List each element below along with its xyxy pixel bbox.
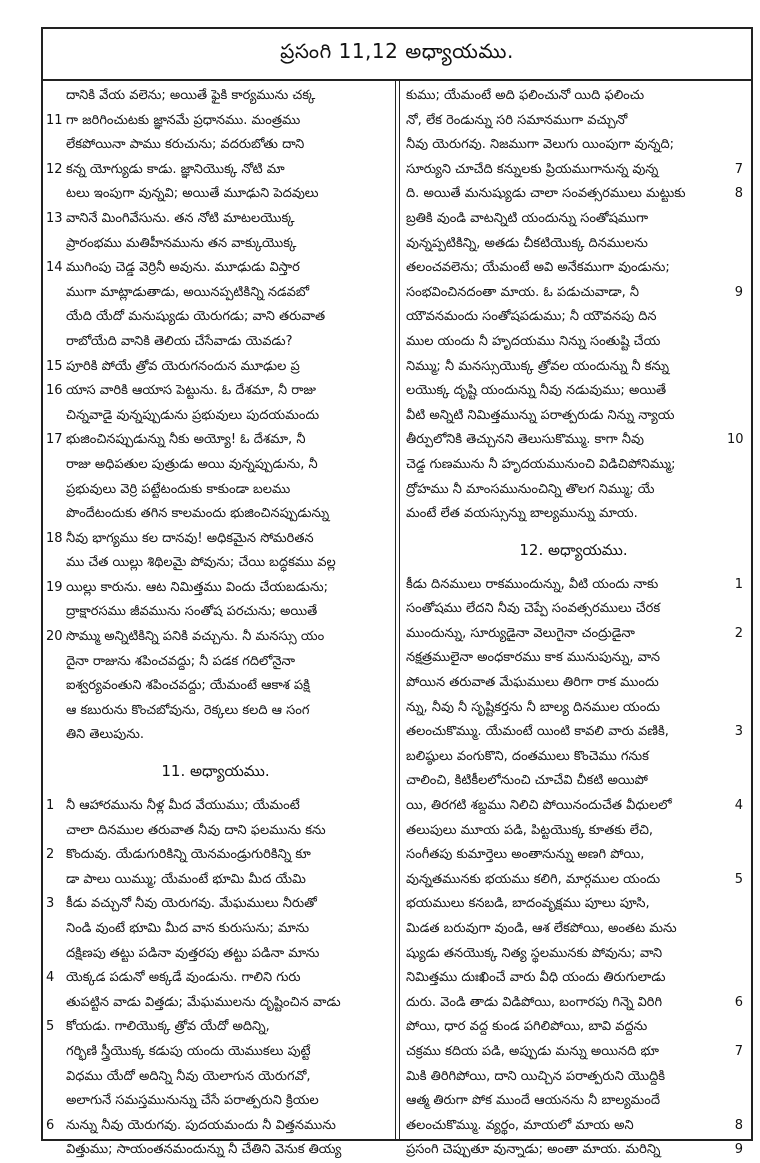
text-line — [46, 256, 385, 281]
line-text: ముగా మాట్లాడుతాడు, అయినప్పటికిన్ని నడవబో — [66, 284, 310, 300]
verse-number: 4 — [46, 970, 55, 986]
text-line — [404, 1015, 743, 1040]
text-line — [46, 600, 385, 625]
verse-number: 4 — [734, 798, 743, 814]
text-line — [46, 158, 385, 183]
verse-number: 7 — [734, 1043, 743, 1059]
verse-number: 14 — [46, 260, 63, 276]
verse-number: 1 — [734, 576, 743, 592]
text-line — [46, 305, 385, 330]
text-line — [46, 576, 385, 601]
text-line — [404, 232, 743, 257]
line-text: ప్రారంభము మతిహీనమును తన వాక్కుయొక్క — [66, 235, 297, 251]
text-line — [404, 207, 743, 232]
line-text: లయొక్క దృష్టి యందున్ను నీవు నడువుము; అయితే — [406, 383, 667, 399]
text-line — [404, 622, 743, 647]
line-text: చాలా దినముల తరువాత నీవు దాని ఫలమును కను — [66, 822, 326, 838]
text-line — [46, 527, 385, 552]
text-line — [46, 379, 385, 404]
text-line — [46, 1114, 385, 1139]
text-line — [404, 868, 743, 893]
line-text: సంగీతపు కుమార్తెలు అంతానున్ను అణగి పోయి, — [406, 847, 645, 863]
text-line — [46, 942, 385, 967]
text-line — [46, 84, 385, 109]
verse-number: 17 — [46, 432, 63, 448]
line-text: చాలించి, కిటికీలలోనుంచి చూచేవి చీకటి అయిపో — [406, 773, 648, 789]
line-text: కొందువు. యేడుగురికిన్ని యెనమండ్రుగురికిన్ని కూ — [66, 847, 311, 863]
line-text: వీటి అన్నిటి నిమిత్తమున్ను పరాత్పరుడు నిన్ను న్యాయ — [406, 407, 675, 423]
line-text: ప్రసంగి చెప్పుతూ వున్నాడు; అంతా మాయ. మరిన్ని — [406, 1142, 661, 1158]
line-text: నీవు భాగ్యము కల దానవు! అధికమైన సోమరితన — [66, 530, 314, 546]
line-text: నిమ్ము; నీ మనస్సుయొక్క త్రోవల యందున్ను నీ కన్ను — [406, 358, 670, 374]
line-text: నో, లేక రెండున్ను సరి సమానముగా వచ్చునో — [406, 112, 628, 128]
line-text: నిండి వుంటే భూమి మీద వాన కురుసును; మాను — [66, 921, 310, 936]
line-text: తలంచవలెను; యేమంటే అవి అనేకముగా వుండును; — [406, 260, 670, 276]
verse-number: 6 — [734, 994, 743, 1010]
verse-number: 8 — [734, 1117, 743, 1133]
line-text: గా జరిగించుటకు జ్ఞానమే ప్రధానము. మంత్రము — [66, 112, 301, 128]
text-line — [404, 109, 743, 134]
line-text: ఆ కబురును కొంచబోవును, రెక్కలు కలది ఆ సంగ — [66, 702, 310, 718]
line-text: టలు ఇంపుగా వున్నవి; అయితే మూఢుని పెదవులు — [66, 186, 319, 202]
line-text: వానినే మింగివేసును. తన నోటి మాటలయొక్క — [66, 210, 295, 226]
text-line — [46, 478, 385, 503]
text-line — [404, 158, 743, 183]
line-text: చెడ్డ గుణమును నీ హృదయమునుంచి విడిచిపోనిమ్ము; — [406, 456, 676, 472]
text-line — [46, 699, 385, 724]
text-line — [46, 133, 385, 158]
line-text: పూరికి పోయే త్రోవ యెరుగనందున మూఢుల ప్ర — [66, 358, 300, 374]
verse-number: 20 — [46, 629, 63, 645]
page-title: ప్రసంగి 11,12 అధ్యాయము. — [280, 38, 514, 63]
text-line — [46, 428, 385, 453]
text-line — [404, 1065, 743, 1090]
verse-number: 1 — [46, 798, 55, 814]
text-line — [46, 330, 385, 355]
right-column — [404, 84, 744, 1158]
verse-number: 8 — [734, 186, 743, 202]
line-text: మంటే లేత వయస్సున్ను బాల్యమున్ను మాయ. — [406, 506, 638, 522]
line-text: అలాగునే సమస్తమునున్ను చేసే పరాత్పరుని క్రియల — [66, 1093, 319, 1109]
text-line — [404, 1040, 743, 1065]
line-text: కుము; యేమంటే అది ఫలించునో యిది ఫలించు — [406, 88, 645, 103]
text-line — [404, 133, 743, 158]
text-line — [404, 1114, 743, 1139]
text-line — [404, 745, 743, 770]
verse-number: 5 — [734, 871, 743, 887]
line-text: వున్నతమునకు భయము కలిగి, మార్గముల యందు — [406, 871, 661, 887]
text-line — [46, 1015, 385, 1040]
text-line — [404, 453, 743, 478]
right-column-text-bottom — [404, 573, 743, 1163]
column-divider-1 — [395, 81, 396, 1141]
text-line — [404, 305, 743, 330]
verse-number: 16 — [46, 383, 63, 399]
text-line — [46, 892, 385, 917]
verse-number: 7 — [734, 161, 743, 177]
text-line — [46, 355, 385, 380]
right-column-text-top — [404, 84, 743, 527]
text-line — [46, 917, 385, 942]
left-column — [46, 84, 385, 1158]
line-text: తలంచుకొమ్ము. వ్యర్థం, మాయలో మాయ అని — [406, 1117, 634, 1133]
text-line — [46, 868, 385, 893]
text-line — [404, 720, 743, 745]
chapter-heading-11: 11. అధ్యాయము. — [161, 762, 270, 781]
line-text: తలుపులు మూయ పడి, పిట్టయొక్క కూతకు లేచి, — [406, 822, 654, 838]
line-text: ఐశ్వర్యవంతుని శపించవద్దు; యేమంటే ఆకాశ పక్షి — [66, 678, 310, 694]
line-text: నీ ఆహారమును నీళ్ల మీద వేయుము; యేమంటే — [66, 798, 300, 814]
verse-number: 6 — [46, 1117, 55, 1133]
text-line — [46, 109, 385, 134]
text-line — [46, 453, 385, 478]
verse-number: 11 — [46, 112, 63, 128]
chapter-heading-12: 12. అధ్యాయము. — [519, 540, 628, 559]
text-line — [46, 819, 385, 844]
line-text: ప్రభువులు వెర్రి పట్టేటందుకు కాకుండా బలము — [66, 481, 291, 497]
line-text: మిడత బరువుగా వుండి, ఆశ లేకపోయి, అంతట మను — [406, 921, 677, 936]
text-line — [404, 404, 743, 429]
line-text: కోయడు. గాలియొక్క త్రోవ యేదో అదిన్ని, — [66, 1019, 270, 1035]
line-text: న్ను, నీవు నీ సృష్టికర్తను నీ బాల్య దినముల యందు — [406, 699, 661, 715]
text-line — [404, 428, 743, 453]
text-line — [404, 84, 743, 109]
line-text: విధము యేదో అదిన్ని నీవు యెలాగున యెరుగవో, — [66, 1068, 311, 1084]
verse-number: 5 — [46, 1019, 55, 1035]
line-text: యేది యేదో మనుష్యుడు యెరుగడు; వాని తరువాత — [66, 309, 326, 325]
text-line — [46, 723, 385, 748]
line-text: యౌవనమందు సంతోషపడుము; నీ యౌవనపు దిన — [406, 309, 657, 325]
text-line — [46, 207, 385, 232]
line-text: కీడు దినములు రాకముందున్ను, వీటి యందు నాకు — [406, 576, 659, 592]
text-line — [404, 991, 743, 1016]
verse-number: 12 — [46, 161, 63, 177]
text-line — [404, 355, 743, 380]
verse-number: 18 — [46, 530, 63, 546]
text-line — [404, 819, 743, 844]
text-line — [46, 650, 385, 675]
line-text: దక్షిణపు తట్టు పడినా వుత్తరపు తట్టు పడినా మాను — [66, 945, 320, 961]
text-line — [404, 256, 743, 281]
text-line — [46, 674, 385, 699]
text-line — [404, 1089, 743, 1114]
text-line — [404, 671, 743, 696]
line-text: నక్షత్రములైనా అంధకారము కాక మునుపున్ను, వాన — [406, 650, 660, 666]
page-header — [41, 27, 753, 81]
line-text: ముగింపు చెడ్డ వెర్రినీ అవును. మూఢుడు విస్తార — [66, 260, 300, 276]
line-text: ము చేత యిల్లు శిథిలమై పోవును; చేయి బద్ధకము వల్ల — [66, 555, 336, 571]
text-line — [404, 646, 743, 671]
text-line — [404, 1138, 743, 1163]
verse-number: 13 — [46, 210, 63, 226]
line-text: ముల యందు నీ హృదయము నిన్ను సంతుష్టి చేయ — [406, 333, 661, 349]
line-text: రాబోయేది వానికి తెలియ చేసేవాడు యెవడు? — [66, 333, 293, 349]
verse-number: 10 — [727, 432, 744, 448]
line-text: పోయి, ధార వద్ద కుండ పగిలిపోయి, బావి వద్దను — [406, 1019, 648, 1035]
text-line — [404, 892, 743, 917]
line-text: నున్ను నీవు యెరుగవు. పుదయమందు నీ విత్తనమును — [66, 1117, 336, 1133]
column-divider-2 — [399, 81, 400, 1141]
verse-number: 3 — [46, 896, 55, 912]
text-line — [46, 281, 385, 306]
verse-number: 2 — [46, 847, 55, 863]
line-text: కన్న యోగ్యుడు కాడు. జ్ఞానియొక్క నోటి మా — [66, 161, 285, 177]
text-line — [404, 330, 743, 355]
line-text: పోయిన తరువాత మేఘములు తిరిగా రాక ముందు — [406, 675, 659, 691]
text-line — [404, 769, 743, 794]
text-line — [46, 232, 385, 257]
line-text: గర్భిణి స్త్రీయొక్క కడుపు యందు యెముకలు పుట్టే — [66, 1043, 311, 1059]
text-line — [404, 379, 743, 404]
text-line — [404, 942, 743, 967]
line-text: యాస వారికి ఆయాస పెట్టును. ఓ దేశమా, నీ రాజు — [66, 383, 316, 399]
line-text: విత్తుము; సాయంతనమందున్ను నీ చేతిని వెనుక తియ్య — [66, 1142, 342, 1158]
verse-number: 19 — [46, 579, 63, 595]
line-text: ద్రాక్షారసము జీవమును సంతోష పరచును; అయితే — [66, 604, 318, 620]
text-line — [404, 182, 743, 207]
text-line — [404, 478, 743, 503]
line-text: యిల్లు కారును. ఆట నిమిత్తము విందు చేయబడును; — [66, 579, 328, 595]
line-text: సంతోషము లేదని నీవు చెప్పే సంవత్సరములు చేరక — [406, 601, 661, 617]
line-text: తుపట్టిన వాడు విత్తడు; మేఘములను దృష్టించిన వాడు — [66, 994, 341, 1010]
line-text: తీర్పులోనికి తెచ్చునని తెలుసుకొమ్ము. కాగా నీవు — [406, 432, 644, 448]
line-text: చిన్నవాడై వున్నప్పుడును ప్రభువులు పుదయమందు — [66, 407, 320, 423]
verse-number: 15 — [46, 358, 63, 374]
line-text: యి, తిరగటి శబ్దము నిలిచి పోయినందుచేత వీధులలో — [406, 798, 672, 814]
verse-number: 9 — [734, 284, 743, 300]
text-line — [404, 573, 743, 598]
line-text: యెక్కడ పడునో అక్కడే వుండును. గాలిని గురు — [66, 970, 301, 986]
line-text: వున్నప్పటికిన్ని, అతడు చీకటియొక్క దినములను — [406, 235, 648, 251]
verse-number: 3 — [734, 724, 743, 740]
text-line — [46, 625, 385, 650]
text-line — [404, 597, 743, 622]
line-text: భయములు కనబడి, బాదంవృక్షము పూలు పూసి, — [406, 896, 650, 912]
line-text: డా పాలు యిమ్ము; యేమంటే భూమి మీద యేమి — [66, 871, 306, 887]
verse-number: 9 — [734, 1142, 743, 1158]
line-text: ఆత్మ తిరుగా పోక ముందే ఆయనను నీ బాల్యమందే — [406, 1093, 661, 1109]
text-line — [404, 794, 743, 819]
text-line — [46, 991, 385, 1016]
line-text: సూర్యుని చూచేది కన్నులకు ప్రియముగానున్న వున్న — [406, 161, 659, 177]
line-text: భుజించినప్పుడున్ను నీకు అయ్యో! ఓ దేశమా, నీ — [66, 432, 306, 448]
line-text: రాజు అధిపతుల పుత్రుడు అయి వున్నప్పుడును, నీ — [66, 456, 318, 472]
line-text: నీవు యెరుగవు. నిజముగా వెలుగు యింపుగా వున్నది; — [406, 137, 675, 153]
text-line — [46, 843, 385, 868]
text-line — [46, 1138, 385, 1163]
line-text: ష్యుడు తనయొక్క నిత్య స్థలమునకు పోవును; వాని — [406, 945, 663, 961]
text-line — [46, 502, 385, 527]
text-line — [404, 917, 743, 942]
line-text: కీడు వచ్చునో నీవు యెరుగవు. మేఘములు నీరుతో — [66, 896, 317, 912]
line-text: పొందేటందుకు తగిన కాలమందు భుజించినప్పుడున్ను — [66, 506, 330, 522]
line-text: దైనా రాజును శపించవద్దు; నీ పడక గదిలోనైనా — [66, 653, 296, 669]
line-text: బలిష్ఠులు వంగుకొని, దంతములు కొంచెము గనుక — [406, 748, 649, 764]
line-text: ద్రోహము నీ మాంసమునుంచిన్ని తొలగ నిమ్ము; యే — [406, 481, 655, 497]
left-column-text-top — [46, 84, 385, 748]
text-line — [404, 696, 743, 721]
line-text: దానికి వేయ వలెను; అయితే ఫైకి కార్యమును చక్క — [66, 88, 316, 103]
line-text: దురు. వెండి తాడు విడిపోయి, బంగారపు గిన్నె విరిగి — [406, 994, 663, 1010]
text-line — [46, 182, 385, 207]
line-text: తిని తెలుపును. — [66, 727, 144, 743]
line-text: నిమిత్తము దుఃఖించే వారు వీధి యందు తిరుగులాడు — [406, 970, 666, 986]
text-line — [46, 966, 385, 991]
text-line — [404, 843, 743, 868]
line-text: సొమ్ము అన్నిటికిన్ని పనికి వచ్చును. నీ మనస్సు యం — [66, 629, 325, 645]
line-text: తలంచుకొమ్ము. యేమంటే యింటి కావలి వారు వణికి, — [406, 724, 669, 740]
line-text: చక్రము కదియ పడి, అప్పుడు మన్ను అయినది భూ — [406, 1043, 659, 1059]
text-line — [404, 281, 743, 306]
text-line — [46, 551, 385, 576]
text-line — [46, 794, 385, 819]
line-text: లేకపోయినా పాము కరుచును; వదరుబోతు దాని — [66, 137, 305, 153]
line-text: మికి తిరిగిపోయి, దాని యిచ్చిన పరాత్పరుని యొద్దికి — [406, 1068, 666, 1084]
text-line — [46, 404, 385, 429]
text-line — [46, 1065, 385, 1090]
line-text: సంభవించినదంతా మాయ. ఓ పడుచువాడా, నీ — [406, 284, 640, 300]
text-line — [46, 1089, 385, 1114]
left-column-text-bottom — [46, 794, 385, 1163]
line-text: ది. అయితే మనుష్యుడు చాలా సంవత్సరములు మట్టుకు — [406, 186, 686, 202]
text-line — [404, 502, 743, 527]
line-text: బ్రతికి వుండి వాటన్నిటి యందున్ను సంతోషముగా — [406, 210, 649, 226]
verse-number: 2 — [734, 625, 743, 641]
line-text: ముందున్ను, సూర్యుడైనా వెలుగైనా చంద్రుడైనా — [406, 625, 635, 641]
text-line — [404, 966, 743, 991]
text-line — [46, 1040, 385, 1065]
